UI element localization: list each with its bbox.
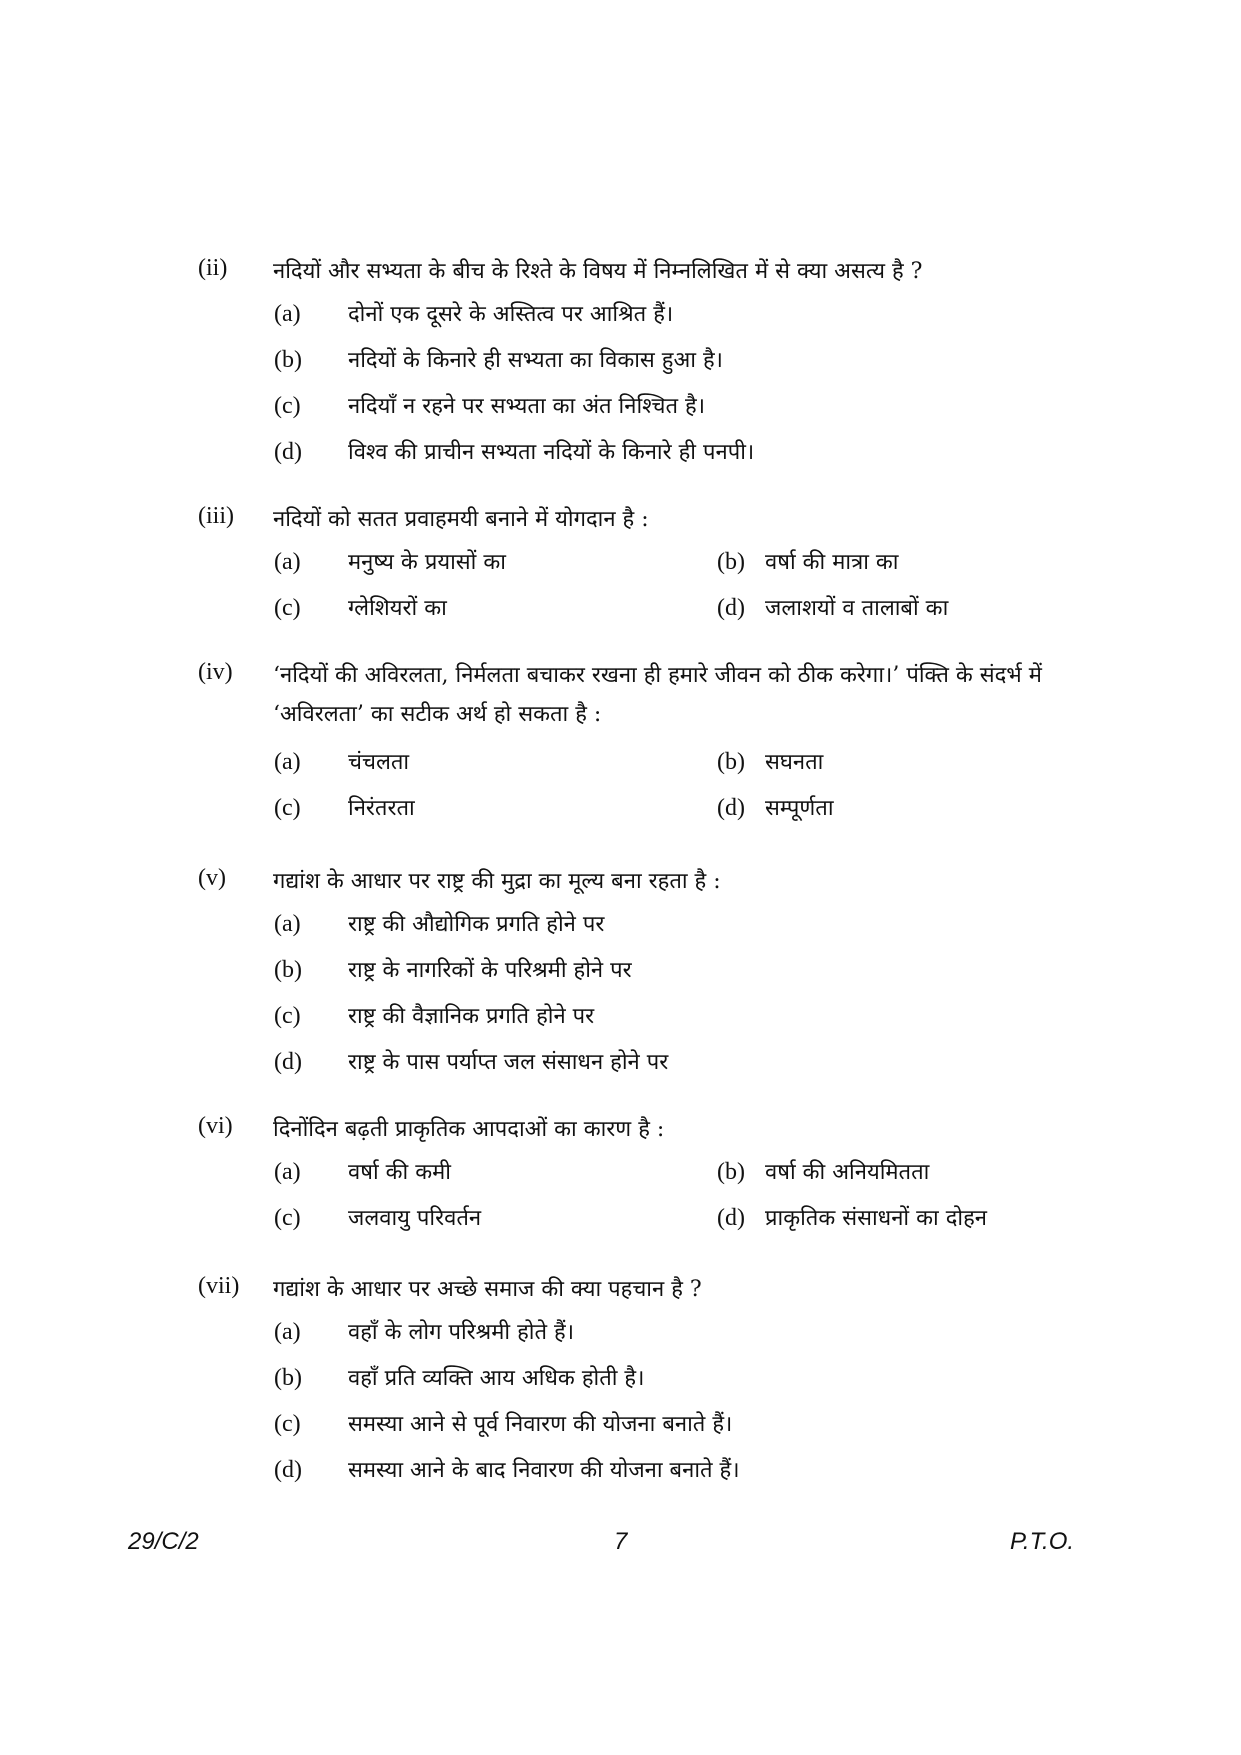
option-label: (d) <box>274 1457 302 1483</box>
option-label: (b) <box>274 347 302 373</box>
question-number: (iv) <box>198 659 233 685</box>
option-label: (b) <box>274 1365 302 1391</box>
question-number: (iii) <box>198 503 234 529</box>
option-label: (b) <box>717 549 745 575</box>
option-label: (b) <box>717 749 745 775</box>
option-text: विश्व की प्राचीन सभ्यता नदियों के किनारे ही पनपी। <box>348 440 755 465</box>
option-text: नदियाँ न रहने पर सभ्यता का अंत निश्चित है। <box>348 394 706 419</box>
question-number: (v) <box>198 865 226 891</box>
option-label: (c) <box>274 1205 301 1231</box>
question-number: (vii) <box>198 1273 240 1299</box>
footer-pto: P.T.O. <box>1010 1528 1075 1555</box>
option-text: वर्षा की कमी <box>348 1160 451 1185</box>
option-label: (d) <box>274 1049 302 1075</box>
option-text: समस्या आने के बाद निवारण की योजना बनाते हैं। <box>348 1458 740 1483</box>
option-text: मनुष्य के प्रयासों का <box>348 550 506 575</box>
option-label: (a) <box>274 911 301 937</box>
option-label: (c) <box>274 1003 301 1029</box>
question-number: (vi) <box>198 1113 233 1139</box>
option-text: सघनता <box>765 750 824 775</box>
option-text: वर्षा की मात्रा का <box>765 550 899 575</box>
question-text: गद्यांश के आधार पर राष्ट्र की मुद्रा का मूल्य बना रहता है : <box>273 869 721 894</box>
option-text: जलाशयों व तालाबों का <box>765 596 949 621</box>
option-text: वहाँ के लोग परिश्रमी होते हैं। <box>348 1320 575 1345</box>
question-text: ‘नदियों की अविरलता, निर्मलता बचाकर रखना ही हमारे जीवन को ठीक करेगा।’ पंक्ति के संदर्भ में ‘अविरलता’ का सटीक अर्थ हो सकता है : <box>273 663 1042 727</box>
option-label: (a) <box>274 1159 301 1185</box>
option-text: प्राकृतिक संसाधनों का दोहन <box>765 1206 987 1231</box>
option-label: (a) <box>274 549 301 575</box>
option-text: राष्ट्र के पास पर्याप्त जल संसाधन होने पर <box>348 1050 669 1075</box>
option-text: वर्षा की अनियमितता <box>765 1160 930 1185</box>
question-text: नदियों को सतत प्रवाहमयी बनाने में योगदान है : <box>273 507 649 532</box>
option-text: राष्ट्र के नागरिकों के परिश्रमी होने पर <box>348 958 632 983</box>
question-text: गद्यांश के आधार पर अच्छे समाज की क्या पहचान है ? <box>273 1277 702 1302</box>
question-text: नदियों और सभ्यता के बीच के रिश्ते के विषय में निम्नलिखित में से क्या असत्य है ? <box>273 259 923 284</box>
option-text: निरंतरता <box>348 796 415 821</box>
option-text: सम्पूर्णता <box>765 796 834 821</box>
option-label: (d) <box>717 795 745 821</box>
option-label: (a) <box>274 749 301 775</box>
option-label: (a) <box>274 1319 301 1345</box>
footer-code: 29/C/2 <box>128 1528 199 1555</box>
option-label: (a) <box>274 301 301 327</box>
option-text: राष्ट्र की औद्योगिक प्रगति होने पर <box>348 912 605 937</box>
option-text: जलवायु परिवर्तन <box>348 1206 482 1231</box>
question-text: दिनोंदिन बढ़ती प्राकृतिक आपदाओं का कारण है : <box>273 1117 665 1142</box>
option-label: (d) <box>717 1205 745 1231</box>
option-text: ग्लेशियरों का <box>348 596 447 621</box>
option-label: (d) <box>274 439 302 465</box>
option-text: दोनों एक दूसरे के अस्तित्व पर आश्रित हैं। <box>348 302 674 327</box>
option-text: नदियों के किनारे ही सभ्यता का विकास हुआ है। <box>348 348 723 373</box>
option-label: (b) <box>717 1159 745 1185</box>
option-text: वहाँ प्रति व्यक्ति आय अधिक होती है। <box>348 1366 645 1391</box>
option-text: समस्या आने से पूर्व निवारण की योजना बनाते हैं। <box>348 1412 733 1437</box>
option-label: (d) <box>717 595 745 621</box>
option-label: (c) <box>274 795 301 821</box>
footer-page-number: 7 <box>614 1528 628 1555</box>
option-label: (b) <box>274 957 302 983</box>
option-text: चंचलता <box>348 750 410 775</box>
option-label: (c) <box>274 595 301 621</box>
option-label: (c) <box>274 393 301 419</box>
option-label: (c) <box>274 1411 301 1437</box>
option-text: राष्ट्र की वैज्ञानिक प्रगति होने पर <box>348 1004 595 1029</box>
question-number: (ii) <box>198 255 228 281</box>
